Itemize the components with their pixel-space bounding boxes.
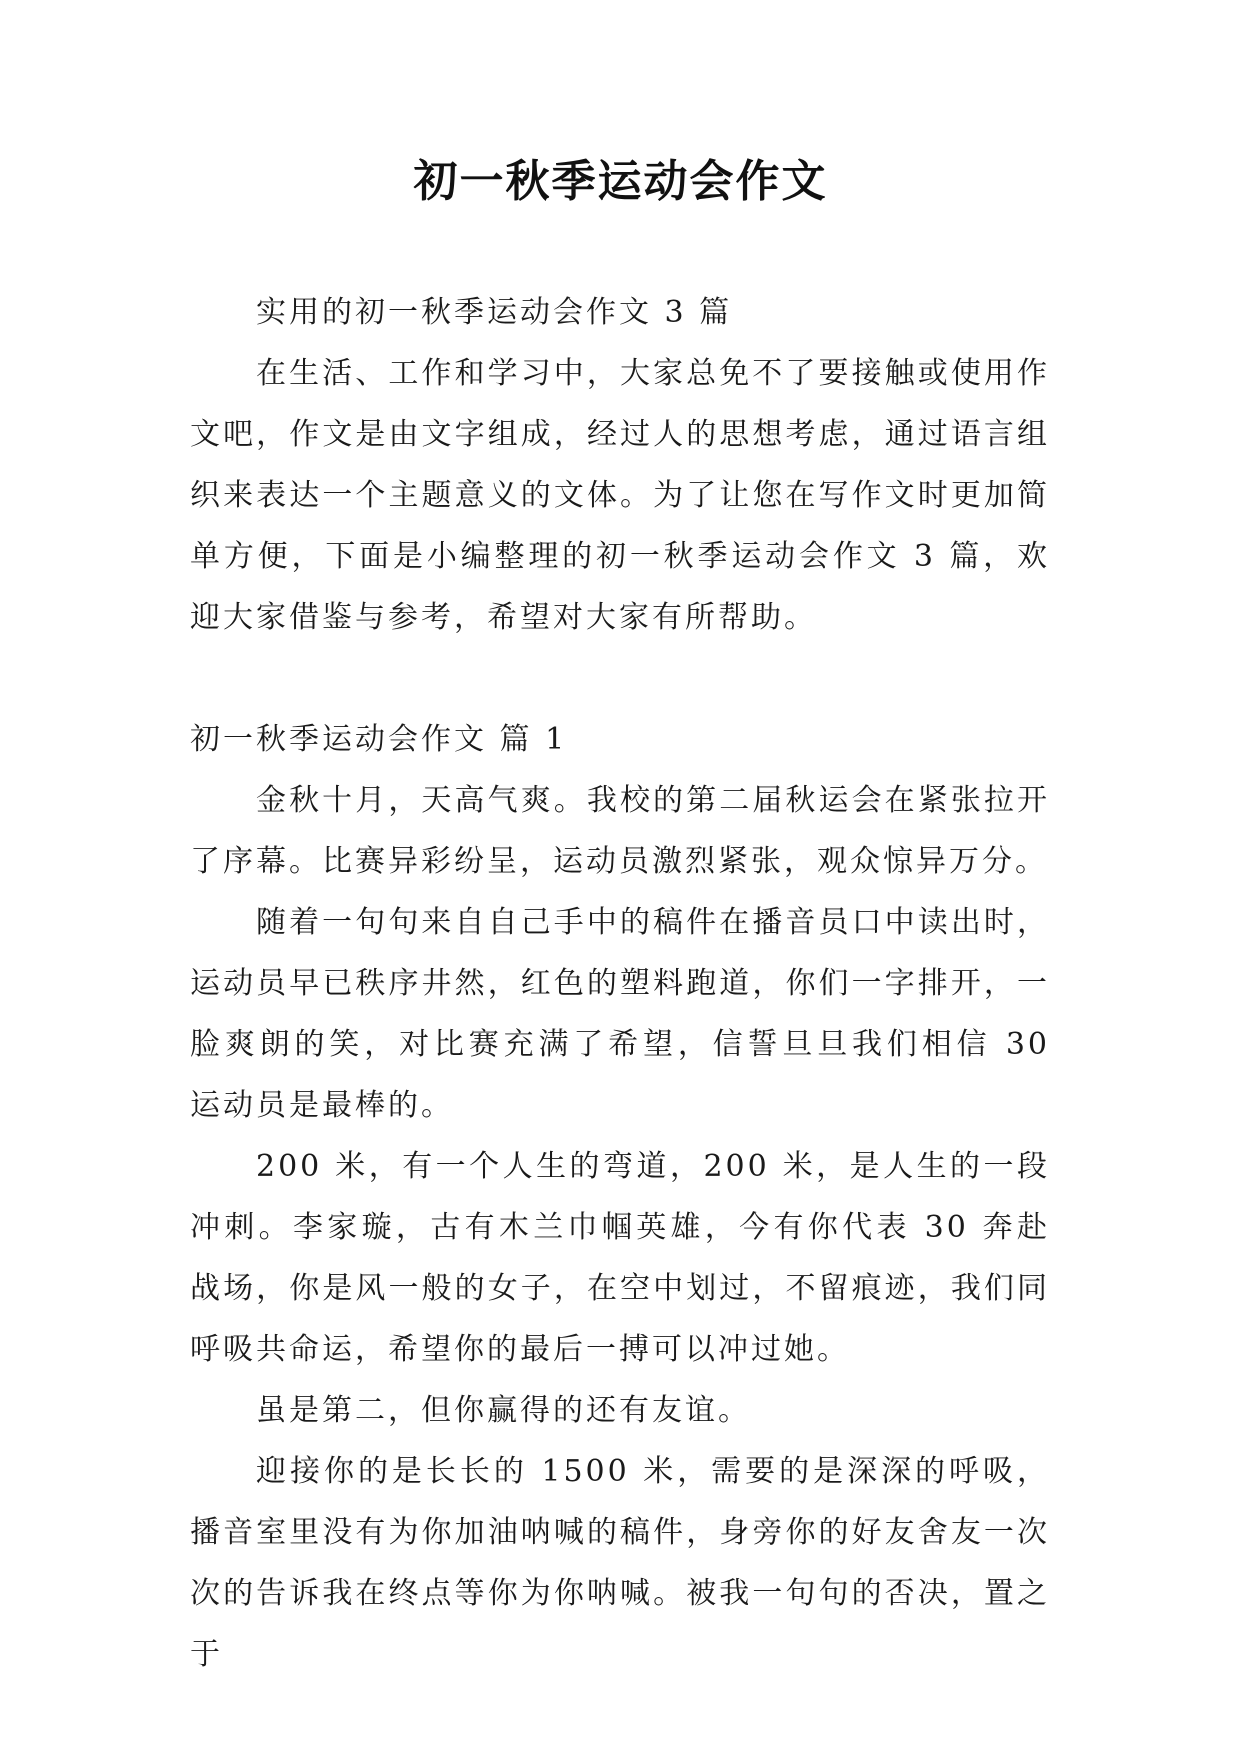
section-spacer [190,648,1050,709]
document-subtitle: 实用的初一秋季运动会作文 3 篇 [256,295,733,330]
body-paragraph-5: 迎接你的是长长的 1500 米，需要的是深深的呼吸，播音室里没有为你加油呐喊的稿件，身旁你的好友舍友一次次的告诉我在终点等你为你呐喊。被我一句句的否决，置之于 [190,1454,1050,1672]
body-paragraph-1: 金秋十月，天高气爽。我校的第二届秋运会在紧张拉开了序幕。比赛异彩纷呈，运动员激烈紧张，观众惊异万分。 [190,783,1050,879]
document-body [190,282,1050,1685]
intro-paragraph: 在生活、工作和学习中，大家总免不了要接触或使用作文吧，作文是由文字组成，经过人的思想考虑，通过语言组织来表达一个主题意义的文体。为了让您在写作文时更加简单方便，下面是小编整理的初一秋季运动会作文 3 篇，欢迎大家借鉴与参考，希望对大家有所帮助。 [190,356,1050,635]
body-paragraph-3: 200 米，有一个人生的弯道，200 米，是人生的一段冲刺。李家璇，古有木兰巾帼英雄，今有你代表 30 奔赴战场，你是风一般的女子，在空中划过，不留痕迹，我们同呼吸共命运，希望你的最后一搏可以冲过她。 [190,1149,1050,1367]
body-paragraph-4: 虽是第二，但你赢得的还有友谊。 [256,1393,751,1428]
body-paragraph-2: 随着一句句来自自己手中的稿件在播音员口中读出时，运动员早已秩序井然，红色的塑料跑道，你们一字排开，一脸爽朗的笑，对比赛充满了希望，信誓旦旦我们相信 30 运动员是最棒的。 [190,905,1050,1123]
document-title: 初一秋季运动会作文 [413,156,828,207]
section-heading: 初一秋季运动会作文 篇 1 [190,722,568,757]
